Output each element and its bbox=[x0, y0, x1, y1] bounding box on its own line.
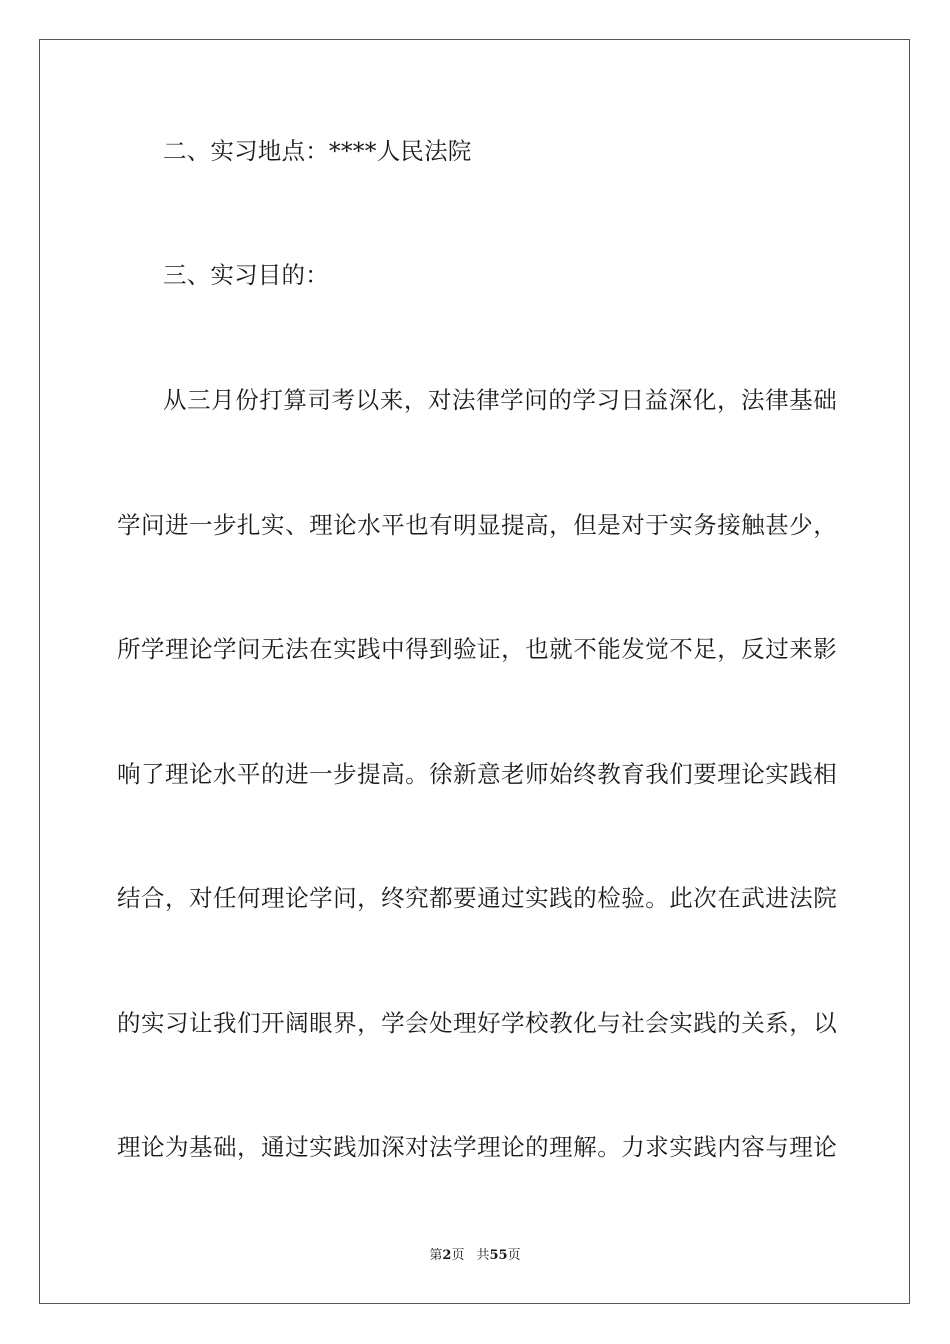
section-heading-location: 二、实习地点：****人民法院 bbox=[163, 137, 472, 165]
footer-page-suffix: 页 bbox=[451, 1248, 465, 1263]
section-heading-purpose: 三、实习目的： bbox=[163, 261, 329, 289]
paragraph-line-4: 响了理论水平的进一步提高。徐新意老师始终教育我们要理论实践相 bbox=[117, 760, 837, 788]
footer-total-prefix: 共 bbox=[476, 1248, 490, 1263]
paragraph-line-5: 结合，对任何理论学问，终究都要通过实践的检验。此次在武进法院 bbox=[117, 884, 837, 912]
paragraph-line-7: 理论为基础，通过实践加深对法学理论的理解。力求实践内容与理论 bbox=[117, 1133, 837, 1161]
paragraph-line-2: 学问进一步扎实、理论水平也有明显提高，但是对于实务接触甚少， bbox=[117, 511, 837, 539]
paragraph-line-1: 从三月份打算司考以来，对法律学问的学习日益深化，法律基础 bbox=[163, 386, 837, 414]
footer-page-number: 2 bbox=[442, 1248, 452, 1263]
footer-total-pages: 55 bbox=[489, 1248, 508, 1263]
page-frame bbox=[39, 39, 910, 1304]
paragraph-line-6: 的实习让我们开阔眼界，学会处理好学校教化与社会实践的关系，以 bbox=[117, 1009, 837, 1037]
page-footer bbox=[0, 1247, 950, 1265]
footer-total-suffix: 页 bbox=[507, 1248, 521, 1263]
paragraph-line-3: 所学理论学问无法在实践中得到验证，也就不能发觉不足，反过来影 bbox=[117, 635, 837, 663]
footer-page-prefix: 第 bbox=[429, 1248, 443, 1263]
